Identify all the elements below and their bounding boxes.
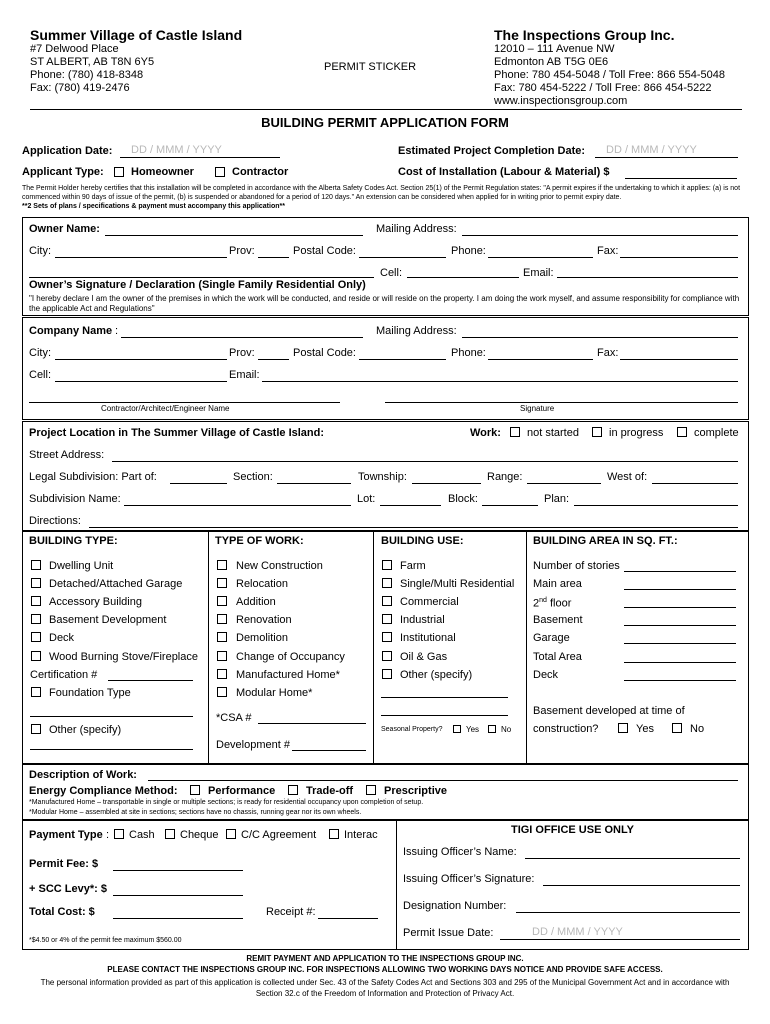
company-city-field[interactable] xyxy=(55,359,227,360)
energy-compliance-label: Energy Compliance Method: xyxy=(29,785,178,797)
foundation-type-label: Foundation Type xyxy=(49,687,131,699)
addition-label: Addition xyxy=(236,596,276,608)
change-of-occupancy-checkbox[interactable] xyxy=(217,651,227,661)
commercial-checkbox[interactable] xyxy=(382,596,392,606)
inspections-website: www.inspectionsgroup.com xyxy=(494,95,628,107)
directions-label: Directions: xyxy=(29,515,81,527)
foundation-type-field[interactable] xyxy=(30,716,193,717)
interac-checkbox[interactable] xyxy=(329,829,339,839)
building-use-heading: BUILDING USE: xyxy=(381,535,464,547)
homeowner-label: Homeowner xyxy=(131,166,194,178)
project-location-label: Project Location in The Summer Village of Castle Island: xyxy=(29,427,325,439)
company-prov-label: Prov: xyxy=(229,347,255,359)
office-use-heading: TIGI OFFICE USE ONLY xyxy=(510,824,635,836)
second-floor-label: 2nd floor xyxy=(533,597,572,610)
change-of-occupancy-label: Change of Occupancy xyxy=(236,651,345,663)
second-floor-field[interactable] xyxy=(624,607,736,608)
renovation-label: Renovation xyxy=(236,614,292,626)
manufactured-home-checkbox[interactable] xyxy=(217,669,227,679)
contractor-name-field[interactable] xyxy=(29,402,340,403)
modular-home-checkbox[interactable] xyxy=(217,687,227,697)
homeowner-checkbox[interactable] xyxy=(114,167,124,177)
owner-postal-label: Postal Code: xyxy=(293,245,356,257)
permit-sticker-label: PERMIT STICKER xyxy=(324,61,417,73)
applicant-type-label: Applicant Type: xyxy=(22,166,104,178)
lot-label: Lot: xyxy=(357,493,376,505)
owner-signature-field[interactable] xyxy=(29,277,374,278)
work-complete-checkbox[interactable] xyxy=(677,427,687,437)
basement-area-field[interactable] xyxy=(624,625,736,626)
designation-number-field[interactable] xyxy=(516,912,740,913)
owner-email-field[interactable] xyxy=(557,277,738,278)
deck-area-label: Deck xyxy=(533,669,559,681)
company-email-label: Email: xyxy=(229,369,260,381)
receipt-label: Receipt #: xyxy=(266,906,316,918)
cheque-checkbox[interactable] xyxy=(165,829,175,839)
footer-remit: REMIT PAYMENT AND APPLICATION TO THE INSPECTIONS GROUP INC. xyxy=(246,954,524,963)
municipality-fax: Fax: (780) 419-2476 xyxy=(30,82,130,94)
owner-city-label: City: xyxy=(29,245,51,257)
development-label: Development # xyxy=(216,739,290,751)
seasonal-no-label: No xyxy=(501,725,512,734)
grid-divider-2 xyxy=(373,531,374,764)
accessory-building-checkbox[interactable] xyxy=(31,596,41,606)
development-field[interactable] xyxy=(292,750,366,751)
inspections-address-2: Edmonton AB T5G 0E6 xyxy=(494,56,609,68)
permit-fee-label: Permit Fee: $ xyxy=(29,858,99,870)
company-mailing-label: Mailing Address: xyxy=(376,325,457,337)
trade-off-label: Trade-off xyxy=(306,785,354,797)
contractor-signature-caption: Signature xyxy=(520,404,555,413)
officer-signature-label: Issuing Officer’s Signature: xyxy=(403,873,535,885)
new-construction-label: New Construction xyxy=(236,560,323,572)
work-not-started-label: not started xyxy=(527,427,579,439)
permit-issue-date-placeholder: DD / MMM / YYYY xyxy=(532,926,623,938)
officer-name-field[interactable] xyxy=(525,858,740,859)
manufactured-home-note: *Manufactured Home – transportable in single or multiple sections; is ready for residential occupancy upon completion of setup. xyxy=(29,799,424,806)
section-field[interactable] xyxy=(277,483,351,484)
company-postal-label: Postal Code: xyxy=(293,347,356,359)
company-prov-field[interactable] xyxy=(258,359,289,360)
seasonal-no-checkbox[interactable] xyxy=(488,725,496,733)
company-phone-field[interactable] xyxy=(488,359,593,360)
work-status-label: Work: xyxy=(470,427,501,439)
type-of-work-heading: TYPE OF WORK: xyxy=(215,535,304,547)
cash-checkbox[interactable] xyxy=(114,829,124,839)
scc-levy-label: + SCC Levy*: $ xyxy=(29,883,107,895)
municipality-address-2: ST ALBERT, AB T8N 6Y5 xyxy=(30,56,155,68)
contractor-checkbox[interactable] xyxy=(215,167,225,177)
garage-area-label: Garage xyxy=(533,632,570,644)
performance-checkbox[interactable] xyxy=(190,785,200,795)
main-area-field[interactable] xyxy=(624,589,736,590)
garage-label: Detached/Attached Garage xyxy=(49,578,183,590)
demolition-checkbox[interactable] xyxy=(217,632,227,642)
residential-checkbox[interactable] xyxy=(382,578,392,588)
permit-expiry-notice: The Permit Holder hereby certifies that this installation will be completed in accordance with the Alberta Safety Codes Act. Section 25(1) of the Permit Regulation states: "A permit expires if the undertaking to which it applies: (a) is not commenced within 90 days of issue of the permit, (b) is suspended or abandoned for a period of 120 days." An extension can be considered when applied for in writing prior to permit expiry date. xyxy=(22,185,741,201)
work-in-progress-label: in progress xyxy=(609,427,664,439)
farm-label: Farm xyxy=(400,560,426,572)
west-of-label: West of: xyxy=(607,471,648,483)
cheque-label: Cheque xyxy=(180,829,219,841)
cash-label: Cash xyxy=(129,829,155,841)
total-area-field[interactable] xyxy=(624,662,736,663)
section-label: Section: xyxy=(233,471,273,483)
oil-gas-checkbox[interactable] xyxy=(382,651,392,661)
municipality-name: Summer Village of Castle Island xyxy=(30,27,243,43)
contractor-name-caption: Contractor/Architect/Engineer Name xyxy=(101,404,230,413)
relocation-checkbox[interactable] xyxy=(217,578,227,588)
municipality-address-1: #7 Delwood Place xyxy=(30,43,119,55)
new-construction-checkbox[interactable] xyxy=(217,560,227,570)
garage-area-field[interactable] xyxy=(624,643,736,644)
dwelling-unit-checkbox[interactable] xyxy=(31,560,41,570)
application-date-placeholder: DD / MMM / YYYY xyxy=(131,144,222,156)
block-label: Block: xyxy=(448,493,478,505)
relocation-label: Relocation xyxy=(236,578,288,590)
header-divider xyxy=(30,109,742,110)
company-name-field[interactable] xyxy=(121,337,363,338)
grid-divider-3 xyxy=(526,531,527,764)
block-field[interactable] xyxy=(482,505,538,506)
designation-number-label: Designation Number: xyxy=(403,900,507,912)
basement-development-label: Basement Development xyxy=(49,614,167,626)
wood-stove-checkbox[interactable] xyxy=(31,651,41,661)
company-cell-field[interactable] xyxy=(55,381,227,382)
institutional-checkbox[interactable] xyxy=(382,632,392,642)
certification-label: Certification # xyxy=(30,669,98,681)
owner-cell-field[interactable] xyxy=(407,277,519,278)
receipt-field[interactable] xyxy=(318,918,378,919)
directions-field[interactable] xyxy=(89,527,738,528)
owner-fax-label: Fax: xyxy=(597,245,619,257)
est-completion-placeholder: DD / MMM / YYYY xyxy=(606,144,697,156)
second-floor-sup: nd xyxy=(539,597,547,604)
dwelling-unit-label: Dwelling Unit xyxy=(49,560,114,572)
csa-field[interactable] xyxy=(258,723,366,724)
owner-prov-field[interactable] xyxy=(258,257,289,258)
owner-city-field[interactable] xyxy=(55,257,227,258)
building-type-heading: BUILDING TYPE: xyxy=(29,535,118,547)
owner-phone-label: Phone: xyxy=(451,245,486,257)
industrial-label: Industrial xyxy=(400,614,445,626)
company-name-label: Company Name xyxy=(29,325,113,337)
officer-signature-field[interactable] xyxy=(543,885,740,886)
payment-type-label: Payment Type xyxy=(29,829,103,841)
owner-mailing-label: Mailing Address: xyxy=(376,223,457,235)
subdivision-name-label: Subdivision Name: xyxy=(29,493,121,505)
use-other-field-1[interactable] xyxy=(381,697,508,698)
contractor-label: Contractor xyxy=(232,166,289,178)
cc-agreement-label: C/C Agreement xyxy=(241,829,317,841)
permit-fee-field[interactable] xyxy=(113,870,243,871)
performance-label: Performance xyxy=(208,785,276,797)
owner-name-field[interactable] xyxy=(105,235,363,236)
lot-field[interactable] xyxy=(380,505,441,506)
township-label: Township: xyxy=(358,471,407,483)
addition-checkbox[interactable] xyxy=(217,596,227,606)
description-field[interactable] xyxy=(148,780,738,781)
owner-postal-field[interactable] xyxy=(359,257,446,258)
owner-signature-heading: Owner’s Signature / Declaration (Single Family Residential Only) xyxy=(29,279,366,291)
inspections-fax: Fax: 780 454-5222 / Toll Free: 866 454-5222 xyxy=(494,82,712,94)
deck-label: Deck xyxy=(49,632,75,644)
seasonal-property-label: Seasonal Property? xyxy=(381,726,443,733)
cost-field[interactable] xyxy=(625,178,737,179)
owner-cell-label: Cell: xyxy=(380,267,403,279)
work-in-progress-checkbox[interactable] xyxy=(592,427,602,437)
commercial-label: Commercial xyxy=(400,596,459,608)
est-completion-date-field[interactable] xyxy=(595,157,738,158)
basement-yes-label: Yes xyxy=(636,723,654,735)
company-phone-label: Phone: xyxy=(451,347,486,359)
basement-development-checkbox[interactable] xyxy=(31,614,41,624)
payment-office-divider xyxy=(396,820,397,950)
total-area-label: Total Area xyxy=(533,651,582,663)
municipality-phone: Phone: (780) 418-8348 xyxy=(30,69,144,81)
basement-yes-checkbox[interactable] xyxy=(618,723,628,733)
modular-home-label: Modular Home* xyxy=(236,687,313,699)
oil-gas-label: Oil & Gas xyxy=(400,651,448,663)
csa-label: *CSA # xyxy=(216,712,252,724)
company-fax-label: Fax: xyxy=(597,347,619,359)
certification-field[interactable] xyxy=(108,680,193,681)
building-other-checkbox[interactable] xyxy=(31,724,41,734)
grid-divider-1 xyxy=(208,531,209,764)
range-field[interactable] xyxy=(527,483,601,484)
cc-agreement-checkbox[interactable] xyxy=(226,829,236,839)
prescriptive-label: Prescriptive xyxy=(384,785,447,797)
interac-label: Interac xyxy=(344,829,378,841)
basement-no-label: No xyxy=(690,723,705,735)
prescriptive-checkbox[interactable] xyxy=(366,785,376,795)
company-fax-field[interactable] xyxy=(620,359,738,360)
wood-stove-label: Wood Burning Stove/Fireplace xyxy=(49,651,198,663)
basement-area-label: Basement xyxy=(533,614,583,626)
main-area-label: Main area xyxy=(533,578,582,590)
plans-notice: **2 Sets of plans / specifications & payment must accompany this application** xyxy=(22,203,285,210)
form-title: BUILDING PERMIT APPLICATION FORM xyxy=(261,115,509,130)
building-other-field[interactable] xyxy=(30,749,193,750)
modular-home-note: *Modular Home – assembled at site in sections; sections have no chassis, running gear nor its own wheels. xyxy=(29,809,362,816)
trade-off-checkbox[interactable] xyxy=(288,785,298,795)
work-complete-label: complete xyxy=(694,427,739,439)
company-mailing-field[interactable] xyxy=(462,337,738,338)
basement-developed-question: Basement developed at time of xyxy=(533,705,685,717)
permit-issue-date-label: Permit Issue Date: xyxy=(403,927,494,939)
owner-prov-label: Prov: xyxy=(229,245,255,257)
deck-area-field[interactable] xyxy=(624,680,736,681)
scc-levy-field[interactable] xyxy=(113,895,243,896)
building-area-heading: BUILDING AREA IN SQ. FT.: xyxy=(533,535,678,547)
basement-construction-label: construction? xyxy=(533,723,599,735)
owner-mailing-field[interactable] xyxy=(462,235,738,236)
owner-declaration: "I hereby declare I am the owner of the premises in which the work will be conducted, and reside or will reside on the property. I am doing the work myself, and assume responsibility for compliance with the applicable Act and Regulations" xyxy=(29,294,740,313)
owner-email-label: Email: xyxy=(523,267,554,279)
footer-privacy: The personal information provided as part of this application is collected under Sec. 43 of the Safety Codes Act and Sections 303 and 295 of the Municipal Government Act and in accordance with Section 32.c of the Freedom of Information and Protection of Privacy Act. xyxy=(40,978,730,998)
renovation-checkbox[interactable] xyxy=(217,614,227,624)
company-city-label: City: xyxy=(29,347,51,359)
street-address-label: Street Address: xyxy=(29,449,105,461)
building-other-label: Other (specify) xyxy=(49,724,122,736)
owner-name-label: Owner Name: xyxy=(29,223,100,235)
inspections-phone: Phone: 780 454-5048 / Toll Free: 866 554-5048 xyxy=(494,69,725,81)
street-address-field[interactable] xyxy=(112,461,738,462)
contractor-signature-field[interactable] xyxy=(385,402,738,403)
officer-name-label: Issuing Officer’s Name: xyxy=(403,846,517,858)
work-not-started-checkbox[interactable] xyxy=(510,427,520,437)
accessory-building-label: Accessory Building xyxy=(49,596,142,608)
application-date-label: Application Date: xyxy=(22,145,113,157)
residential-label: Single/Multi Residential xyxy=(400,578,515,590)
total-cost-label: Total Cost: $ xyxy=(29,906,95,918)
plan-label: Plan: xyxy=(544,493,570,505)
payment-type-colon: : xyxy=(106,829,110,841)
foundation-type-checkbox[interactable] xyxy=(31,687,41,697)
demolition-label: Demolition xyxy=(236,632,288,644)
number-of-stories-label: Number of stories xyxy=(533,560,620,572)
legal-subdivision-label: Legal Subdivision: Part of: xyxy=(29,471,157,483)
total-cost-field[interactable] xyxy=(113,918,243,919)
owner-fax-field[interactable] xyxy=(620,257,738,258)
inspections-address-1: 12010 – 111 Avenue NW xyxy=(494,43,615,55)
est-completion-label: Estimated Project Completion Date: xyxy=(398,145,586,157)
company-email-field[interactable] xyxy=(262,381,738,382)
use-other-label: Other (specify) xyxy=(400,669,473,681)
permit-issue-date-field[interactable] xyxy=(500,939,740,940)
basement-no-checkbox[interactable] xyxy=(672,723,682,733)
west-of-field[interactable] xyxy=(652,483,738,484)
deck-checkbox[interactable] xyxy=(31,632,41,642)
subdivision-name-field[interactable] xyxy=(124,505,351,506)
institutional-label: Institutional xyxy=(400,632,456,644)
scc-levy-footnote: *$4.50 or 4% of the permit fee maximum $560.00 xyxy=(29,937,182,944)
owner-phone-field[interactable] xyxy=(488,257,593,258)
inspections-company-name: The Inspections Group Inc. xyxy=(494,27,675,43)
use-other-field-2[interactable] xyxy=(381,715,508,716)
cost-label: Cost of Installation (Labour & Material) $ xyxy=(398,166,610,178)
range-label: Range: xyxy=(487,471,523,483)
application-date-field[interactable] xyxy=(120,157,280,158)
plan-field[interactable] xyxy=(574,505,738,506)
use-other-checkbox[interactable] xyxy=(382,669,392,679)
legal-part-field[interactable] xyxy=(170,483,227,484)
company-name-colon: : xyxy=(115,325,119,337)
number-of-stories-field[interactable] xyxy=(624,571,736,572)
company-cell-label: Cell: xyxy=(29,369,52,381)
footer-inspections: PLEASE CONTACT THE INSPECTIONS GROUP INC. FOR INSPECTIONS ALLOWING TWO WORKING DAYS NOTICE AND PROVIDE SAFE ACCESS. xyxy=(107,965,663,974)
seasonal-yes-label: Yes xyxy=(466,725,480,734)
seasonal-yes-checkbox[interactable] xyxy=(453,725,461,733)
farm-checkbox[interactable] xyxy=(382,560,392,570)
company-postal-field[interactable] xyxy=(359,359,446,360)
industrial-checkbox[interactable] xyxy=(382,614,392,624)
garage-checkbox[interactable] xyxy=(31,578,41,588)
township-field[interactable] xyxy=(412,483,481,484)
manufactured-home-label: Manufactured Home* xyxy=(236,669,340,681)
description-label: Description of Work: xyxy=(29,769,137,781)
